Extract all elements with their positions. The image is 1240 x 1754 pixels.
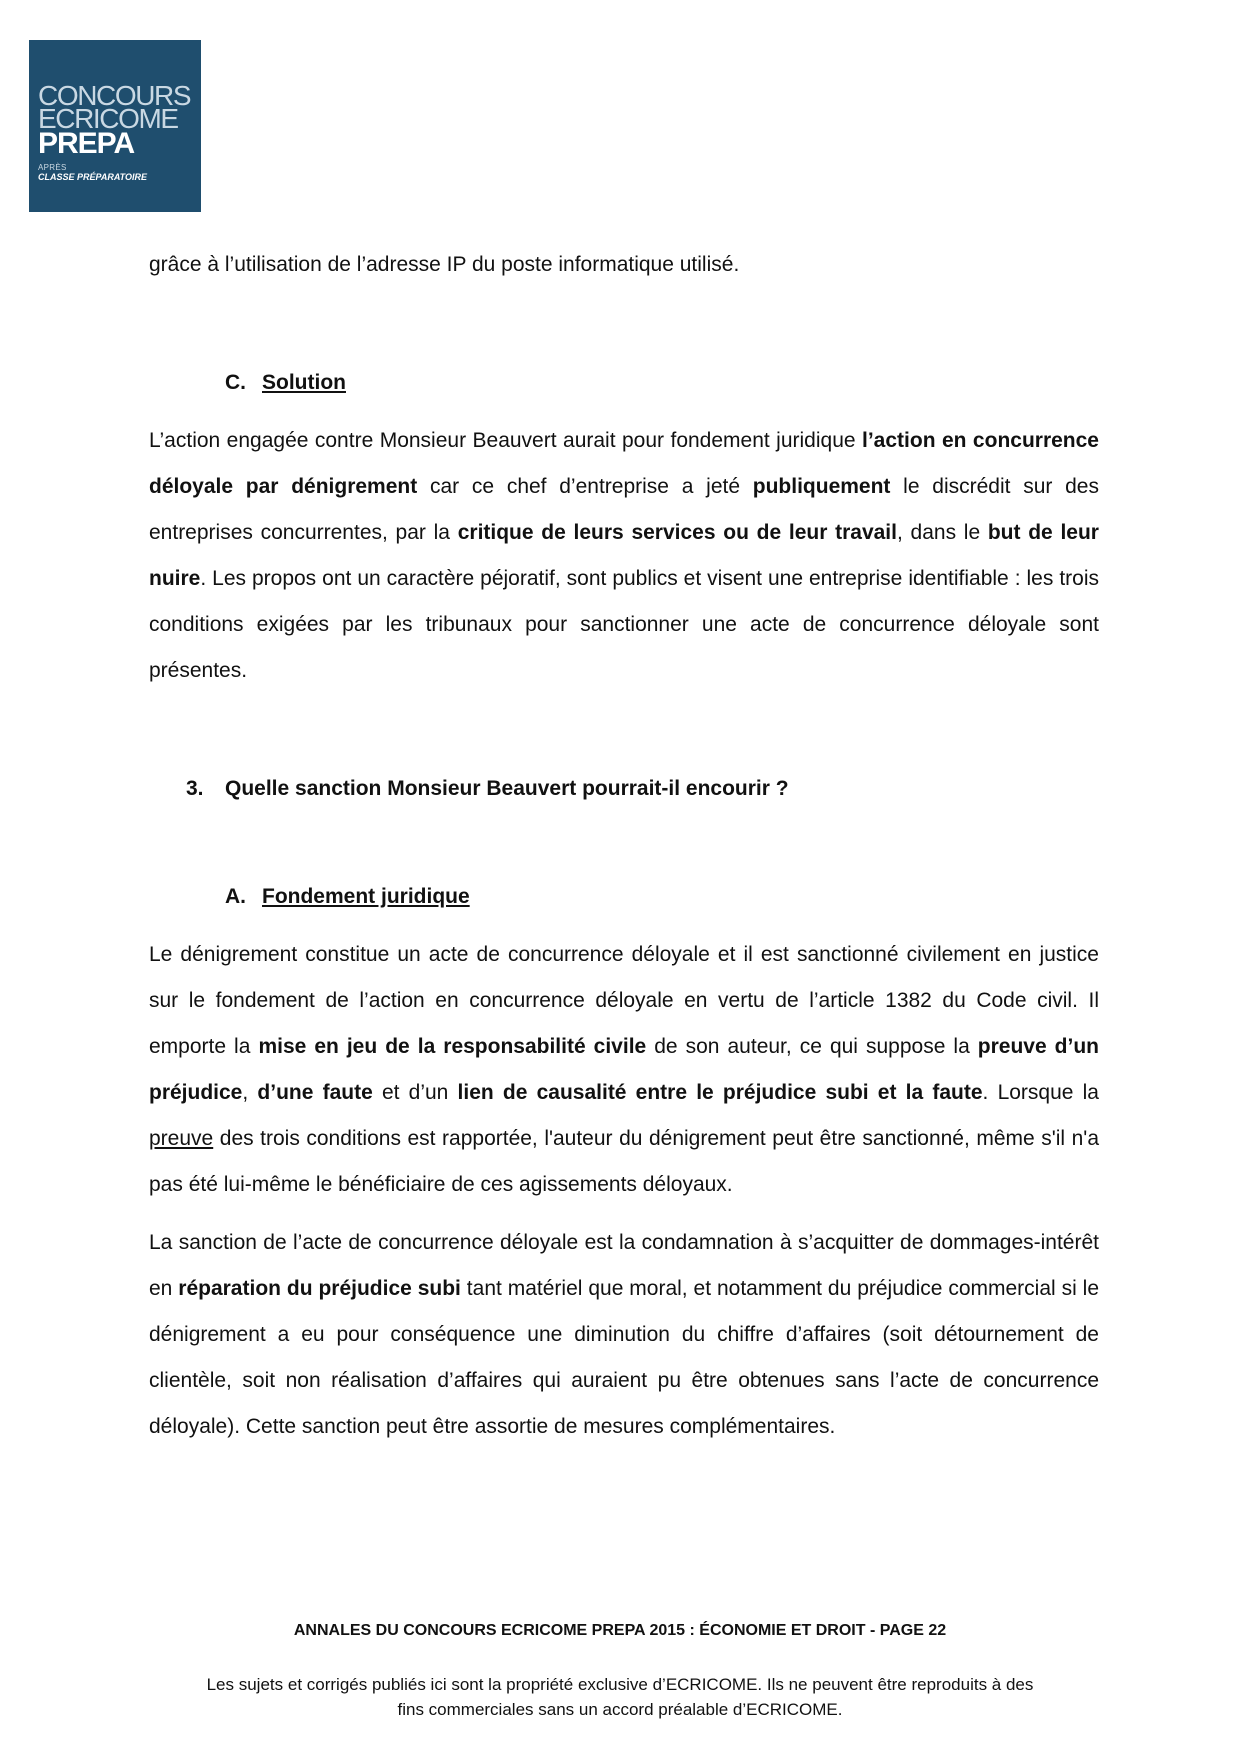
logo-line-prepa: PREPA: [38, 127, 135, 160]
sanction-paragraph: [149, 1220, 1099, 1450]
section-c-number: C.: [225, 371, 246, 394]
question-3-number: 3.: [186, 777, 204, 800]
text-run: ,: [242, 1081, 258, 1104]
text-run: . Les propos ont un caractère péjoratif, sont publics et visent une entreprise identifiable : les trois conditions exigées par les tribunaux pour sanctionner une acte de concurrence déloyale sont présentes.: [149, 567, 1099, 682]
logo-line-apres: APRÈS: [38, 163, 67, 172]
section-a-heading: [149, 874, 1099, 920]
section-a-title: Fondement juridique: [262, 885, 470, 908]
text-run: . Lorsque la: [982, 1081, 1099, 1104]
footer-note-line-1: Les sujets et corrigés publiés ici sont la propriété exclusive d’ECRICOME. Ils ne peuvent être reproduits à des: [206, 1675, 1034, 1694]
text-run: , dans le: [896, 521, 988, 544]
bold-run: publiquement: [752, 475, 891, 498]
section-a-number: A.: [225, 885, 246, 908]
bold-run: réparation du préjudice subi: [178, 1277, 461, 1300]
solution-paragraph: [149, 418, 1099, 694]
logo-line-ecricome: ECRICOME: [38, 103, 178, 134]
footer-copyright-note: [0, 1672, 1240, 1722]
bold-run: mise en jeu de la responsabilité civile: [258, 1035, 647, 1058]
bold-run: critique de leurs services ou de leur travail: [457, 521, 897, 544]
text-run: de son auteur, ce qui suppose la: [646, 1035, 978, 1058]
text-run: des trois conditions est rapportée, l'auteur du dénigrement peut être sanctionné, même s'il n'a pas été lui-même le bénéficiaire de ces agissements déloyaux.: [149, 1127, 1099, 1196]
footer-note-line-2: fins commerciales sans un accord préalable d’ECRICOME.: [397, 1700, 843, 1719]
text-run: et d’un: [372, 1081, 458, 1104]
bold-run: d’une faute: [257, 1081, 373, 1104]
question-3-text: Quelle sanction Monsieur Beauvert pourrait-il encourir ?: [225, 777, 789, 800]
text-run: Le dénigrement constitue un acte de concurrence déloyale et il est sanctionné civilement en justice sur le fondement de l’action en concurrence déloyale en vertu de l’article 1382 du Code civil. Il emporte la: [149, 943, 1099, 1058]
text-run: le discrédit sur des entreprises concurrentes, par la: [149, 475, 1099, 544]
logo-line-classe-preparatoire: CLASSE PRÉPARATOIRE: [38, 172, 148, 182]
text-run: L’action engagée contre Monsieur Beauvert aurait pour fondement juridique: [149, 429, 863, 452]
footer-title: ANNALES DU CONCOURS ECRICOME PREPA 2015 : ÉCONOMIE ET DROIT - PAGE 22: [293, 1622, 947, 1639]
section-c-heading: [149, 360, 1099, 406]
bold-run: l’action en concurrence déloyale par dénigrement: [149, 429, 1099, 498]
fondement-paragraph: [149, 932, 1099, 1208]
bold-run: but de leur nuire: [149, 521, 1099, 590]
logo-line-concours: CONCOURS: [38, 80, 191, 111]
text-run: tant matériel que moral, et notamment du préjudice commercial si le dénigrement a eu pour conséquence une diminution du chiffre d’affaires (soit détournement de clientèle, soit non réalisation d’affaires qui auraient pu être obtenues sans l’acte de concurrence déloyale). Cette sanction peut être assortie de mesures complémentaires.: [149, 1277, 1099, 1438]
carry-over-line: grâce à l’utilisation de l’adresse IP du poste informatique utilisé.: [149, 253, 740, 276]
bold-run: preuve d’un préjudice: [149, 1035, 1099, 1104]
text-run: car ce chef d’entreprise a jeté: [417, 475, 753, 498]
document-body: [149, 242, 1099, 1450]
bold-run: lien de causalité entre le préjudice subi et la faute: [457, 1081, 983, 1104]
question-3-heading: [149, 766, 1099, 812]
underlined-run: preuve: [149, 1127, 214, 1150]
text-run: La sanction de l’acte de concurrence déloyale est la condamnation à s’acquitter de dommages-intérêt en: [149, 1231, 1099, 1300]
section-c-title: Solution: [262, 371, 346, 394]
ecricome-logo: [29, 40, 201, 212]
